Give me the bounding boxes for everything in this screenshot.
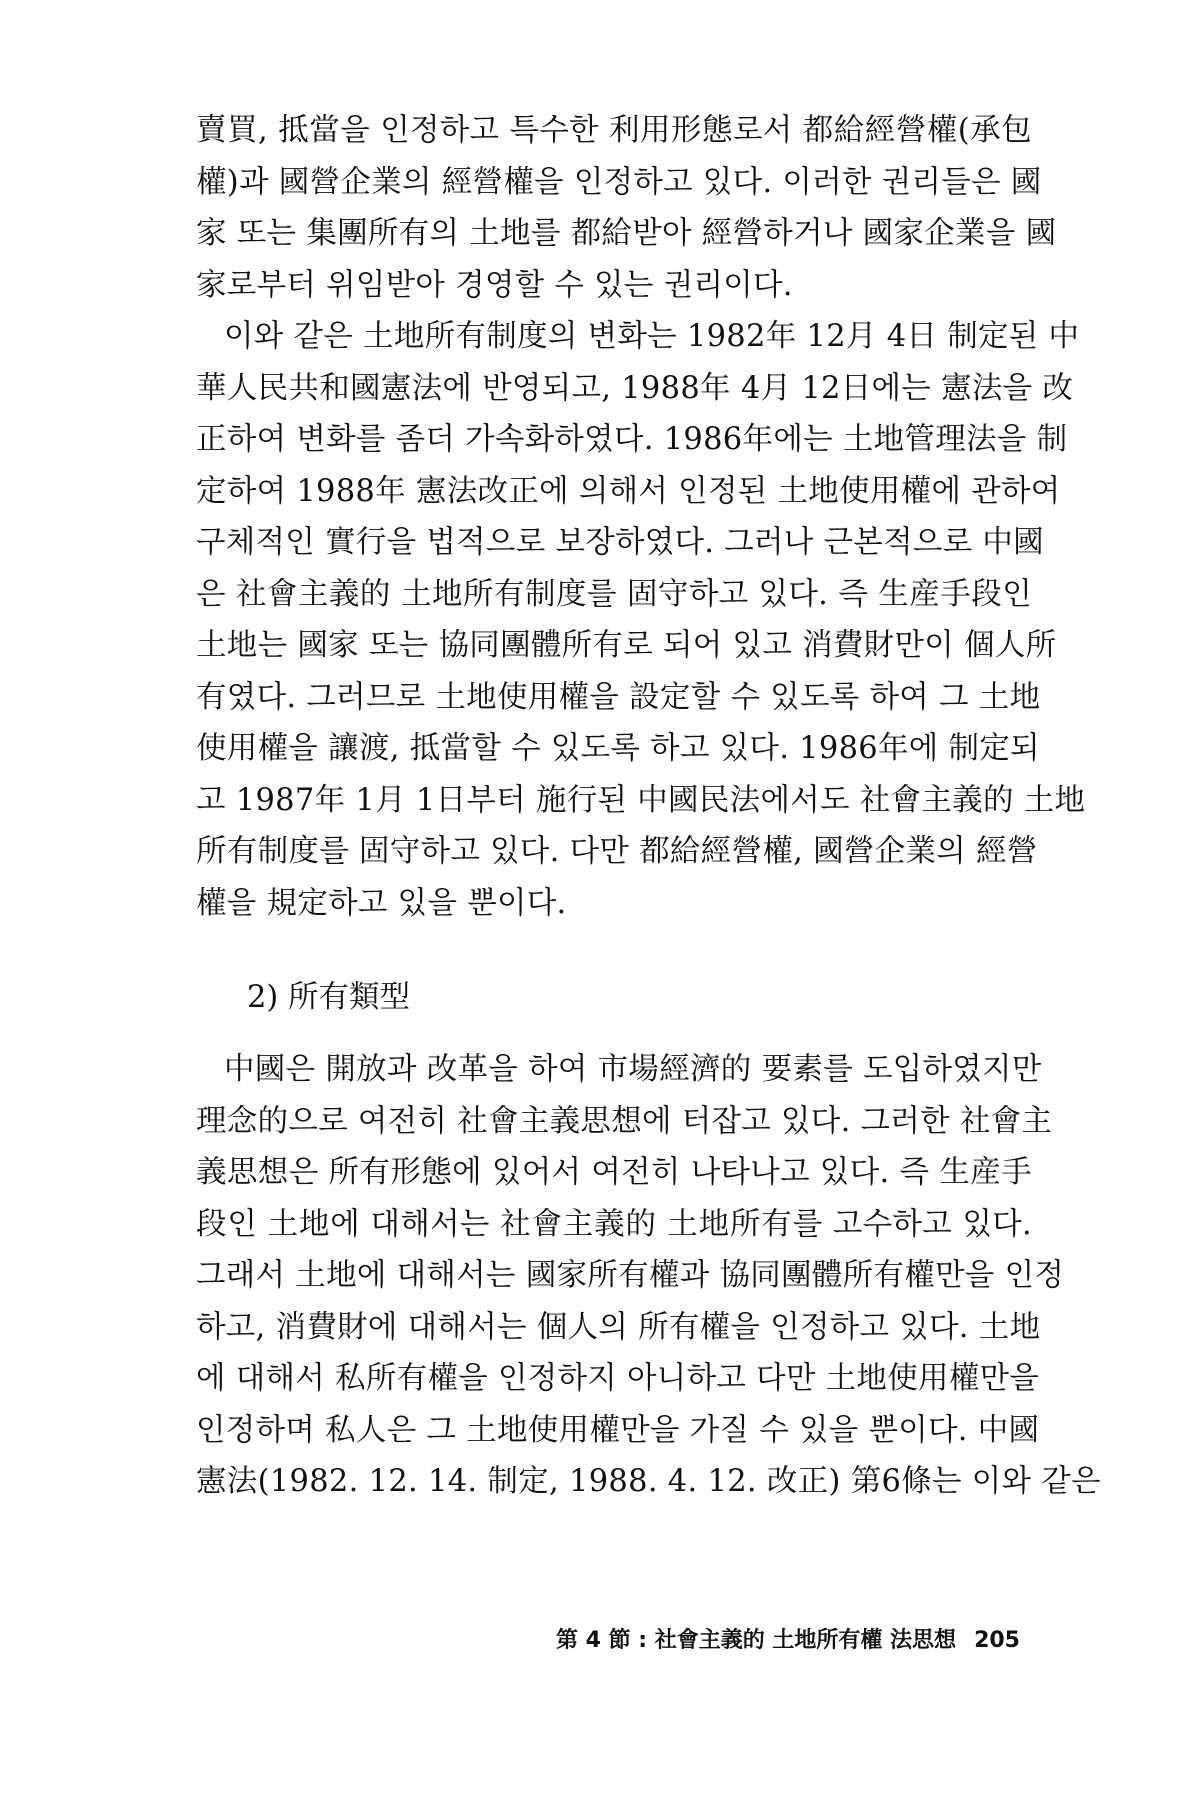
text-line: 구체적인 實行을 법적으로 보장하였다. 그러나 근본적으로 中國 bbox=[196, 525, 1044, 560]
paragraph bbox=[196, 1044, 1101, 1508]
text-line: 理念的으로 여전히 社會主義思想에 터잡고 있다. 그러한 社會主 bbox=[196, 1103, 1053, 1139]
text-line: 家로부터 위임받아 경영할 수 있는 권리이다. bbox=[196, 267, 793, 303]
text-line: 憲法(1982. 12. 14. 制定, 1988. 4. 12. 改正) 第6條는 이와 같은 bbox=[196, 1464, 1101, 1499]
page-number: 205 bbox=[974, 1628, 1020, 1653]
text-line: 使用權을 讓渡, 抵當할 수 있도록 하고 있다. 1986年에 制定되 bbox=[196, 731, 1040, 766]
text-line: 定하여 1988年 憲法改正에 의해서 인정된 土地使用權에 관하여 bbox=[196, 473, 1061, 509]
text-line: 하고, 消費財에 대해서는 個人의 所有權을 인정하고 있다. 土地 bbox=[196, 1309, 1041, 1345]
text-line: 義思想은 所有形態에 있어서 여전히 나타나고 있다. 즉 生産手 bbox=[196, 1155, 1032, 1190]
text-line: 에 대해서 私所有權을 인정하지 아니하고 다만 土地使用權만을 bbox=[196, 1361, 1040, 1396]
paragraph bbox=[196, 311, 1086, 929]
text-line: 中國은 開放과 改革을 하여 市場經濟的 要素를 도입하였지만 bbox=[224, 1052, 1042, 1087]
text-line: 賣買, 抵當을 인정하고 특수한 利用形態로서 都給經營權(承包 bbox=[196, 113, 1032, 148]
text-line: 家 또는 集團所有의 土地를 都給받아 經營하거나 國家企業을 國 bbox=[196, 216, 1057, 251]
text-line: 土地는 國家 또는 協同團體所有로 되어 있고 消費財만이 個人所 bbox=[196, 628, 1057, 663]
text-line: 有였다. 그러므로 土地使用權을 設定할 수 있도록 하여 그 土地 bbox=[196, 679, 1041, 715]
text-line: 權)과 國營企業의 經營權을 인정하고 있다. 이러한 권리들은 國 bbox=[196, 164, 1042, 200]
text-line: 華人民共和國憲法에 반영되고, 1988年 4月 12日에는 憲法을 改 bbox=[196, 370, 1074, 406]
text-line: 고 1987年 1月 1日부터 施行된 中國民法에서도 社會主義的 土地 bbox=[196, 782, 1086, 818]
text-line: 正하여 변화를 좀더 가속화하였다. 1986年에는 土地管理法을 制 bbox=[196, 422, 1068, 457]
text-line: 段인 土地에 대해서는 社會主義的 土地所有를 고수하고 있다. bbox=[196, 1206, 1032, 1242]
section-heading: 2) 所有類型 bbox=[247, 980, 410, 1015]
text-line: 인정하며 私人은 그 土地使用權만을 가질 수 있을 뿐이다. 中國 bbox=[196, 1412, 1040, 1448]
text-line: 所有制度를 固守하고 있다. 다만 都給經營權, 國營企業의 經營 bbox=[196, 834, 1038, 869]
page-footer bbox=[556, 1625, 1020, 1657]
text-line: 이와 같은 土地所有制度의 변화는 1982年 12月 4日 制定된 中 bbox=[224, 319, 1080, 354]
paragraph-continued bbox=[196, 105, 1057, 311]
text-line: 權을 規定하고 있을 뿐이다. bbox=[196, 885, 567, 921]
running-title: 第 4 節 : 社會主義的 土地所有權 法思想 bbox=[556, 1628, 957, 1653]
text-line: 그래서 土地에 대해서는 國家所有權과 協同團體所有權만을 인정 bbox=[196, 1258, 1065, 1293]
text-line: 은 社會主義的 土地所有制度를 固守하고 있다. 즉 生産手段인 bbox=[196, 576, 1032, 612]
